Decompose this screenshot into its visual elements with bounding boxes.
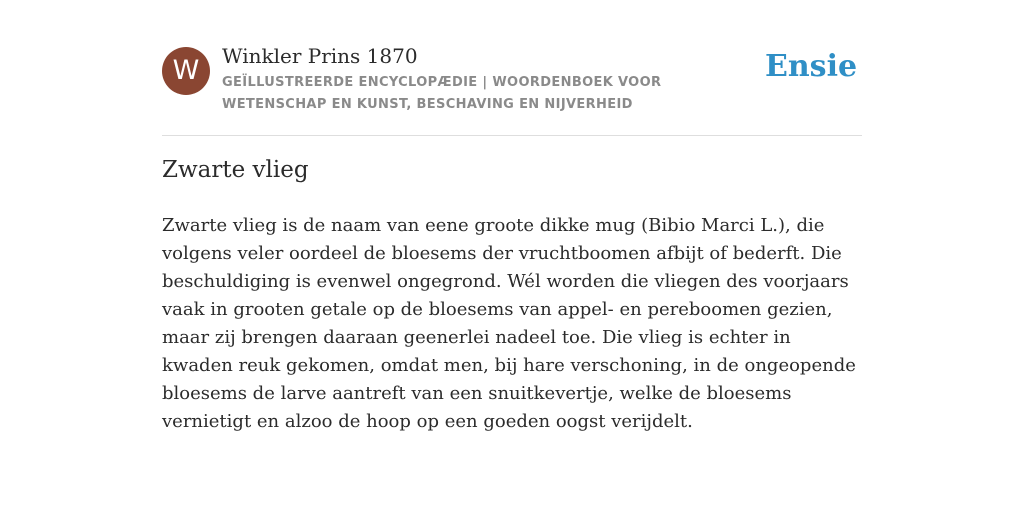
entry-title: Zwarte vlieg (162, 157, 309, 183)
content-container (162, 0, 862, 432)
ensie-logo[interactable]: Ensie (765, 49, 858, 84)
source-avatar[interactable]: W (162, 47, 210, 95)
source-subtitle: GEÏLLUSTREERDE ENCYCLOPÆDIE | WOORDENBOEK VOOR WETENSCHAP EN KUNST, BESCHAVING EN NIJVERHEID (222, 75, 662, 112)
entry-text: Zwarte vlieg is de naam van eene groote dikke mug (Bibio Marci L.), die volgens veler oordeel de bloesems der vruchtboomen afbijt of bederft. Die beschuldiging is evenwel ongegrond. Wél worden die vliegen des voorjaars vaak in grooten getale op de bloesems van appel- en pereboomen gezien, maar zij brengen daaraan geenerlei nadeel toe. Die vlieg is echter in kwaden reuk gekomen, omdat men, bij hare verschoning, in de ongeopende bloesems de larve aantreft van een snuitkevertje, welke de bloesems vernietigt en alzoo de hoop op een goeden oogst verijdelt. (162, 215, 856, 432)
source-title[interactable]: Winkler Prins 1870 (222, 44, 418, 68)
source-header (162, 0, 862, 136)
